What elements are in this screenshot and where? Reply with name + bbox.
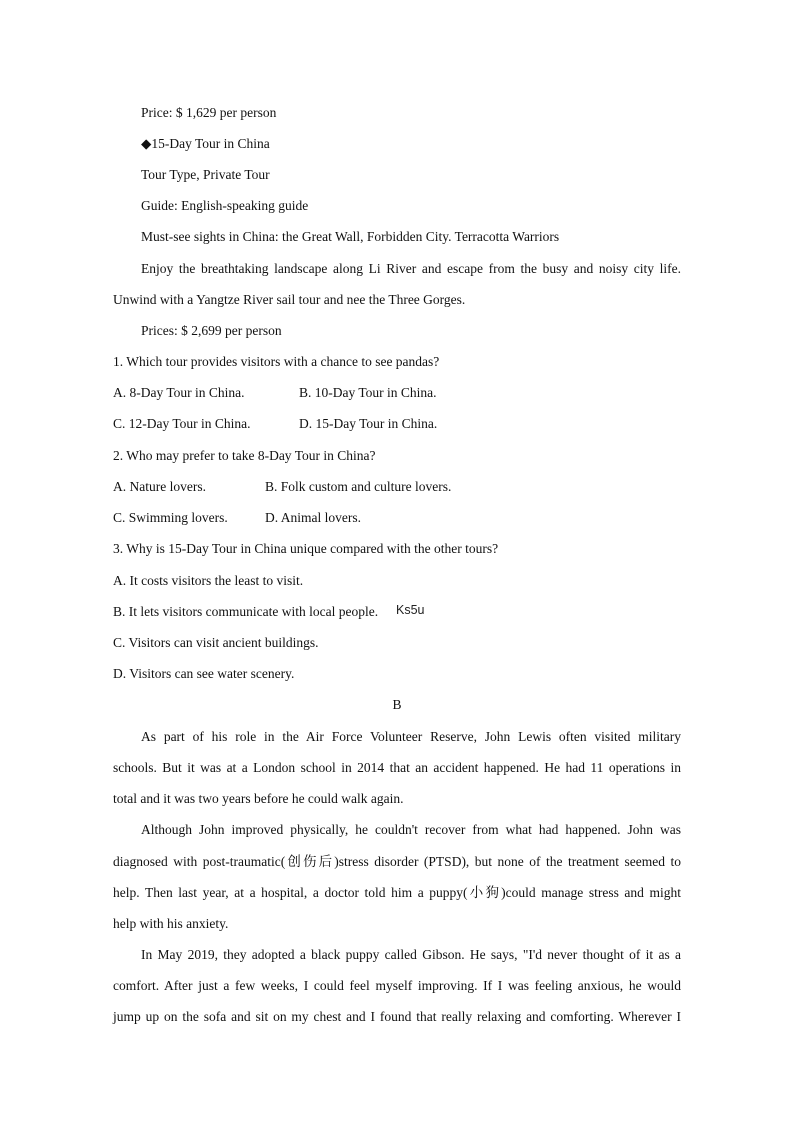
tour-description-line: Enjoy the breathtaking landscape along Li River and escape from the busy and noisy city life. (141, 261, 681, 276)
paragraph-line: In May 2019, they adopted a black puppy called Gibson. He says, "I'd never thought of it as a (141, 947, 681, 962)
paragraph-line: total and it was two years before he could walk again. (113, 791, 404, 806)
paragraph-line: Although John improved physically, he couldn't recover from what had happened. John was (141, 822, 681, 837)
tour-sights: Must-see sights in China: the Great Wall, Forbidden City. Terracotta Warriors (141, 229, 560, 244)
section-heading: B (392, 697, 402, 712)
tour-description-line: Unwind with a Yangtze River sail tour and nee the Three Gorges. (113, 292, 466, 307)
option-b: B. 10-Day Tour in China. (299, 385, 437, 400)
paragraph-line: comfort. After just a few weeks, I could feel myself improving. If I was feeling anxious, he would (113, 978, 681, 993)
question-stem: 3. Why is 15-Day Tour in China unique compared with the other tours? (113, 541, 499, 556)
option-c: C. Visitors can visit ancient buildings. (113, 635, 319, 650)
option-c: C. Swimming lovers. (113, 510, 228, 525)
option-d: D. Visitors can see water scenery. (113, 666, 295, 681)
paragraph-line: As part of his role in the Air Force Volunteer Reserve, John Lewis often visited military (141, 729, 681, 744)
tour-guide: Guide: English-speaking guide (141, 198, 309, 213)
paragraph-line: schools. But it was at a London school in 2014 that an accident happened. He had 11 operations in (113, 760, 681, 775)
paragraph-line: jump up on the sofa and sit on my chest and I found that really relaxing and comforting. Wherever I (113, 1009, 681, 1024)
option-a: A. It costs visitors the least to visit. (113, 573, 304, 588)
watermark-text: Ks5u (396, 603, 425, 617)
paragraph-line: diagnosed with post-traumatic(创伤后)stress disorder (PTSD), but none of the treatment seemed to (113, 854, 681, 869)
option-a: A. 8-Day Tour in China. (113, 385, 245, 400)
previous-tour-price: Price: $ 1,629 per person (141, 105, 277, 120)
option-b: B. Folk custom and culture lovers. (265, 479, 452, 494)
option-a: A. Nature lovers. (113, 479, 206, 494)
tour-title: ◆15-Day Tour in China (141, 136, 270, 151)
option-d: D. 15-Day Tour in China. (299, 416, 438, 431)
option-d: D. Animal lovers. (265, 510, 361, 525)
tour-price: Prices: $ 2,699 per person (141, 323, 282, 338)
paragraph-line: help. Then last year, at a hospital, a doctor told him a puppy(小狗)could manage stress and might (113, 885, 681, 900)
question-stem: 1. Which tour provides visitors with a chance to see pandas? (113, 354, 440, 369)
paragraph-line: help with his anxiety. (113, 916, 229, 931)
option-c: C. 12-Day Tour in China. (113, 416, 251, 431)
question-stem: 2. Who may prefer to take 8-Day Tour in China? (113, 448, 376, 463)
tour-type: Tour Type, Private Tour (141, 167, 270, 182)
option-b: B. It lets visitors communicate with local people. (113, 604, 379, 619)
